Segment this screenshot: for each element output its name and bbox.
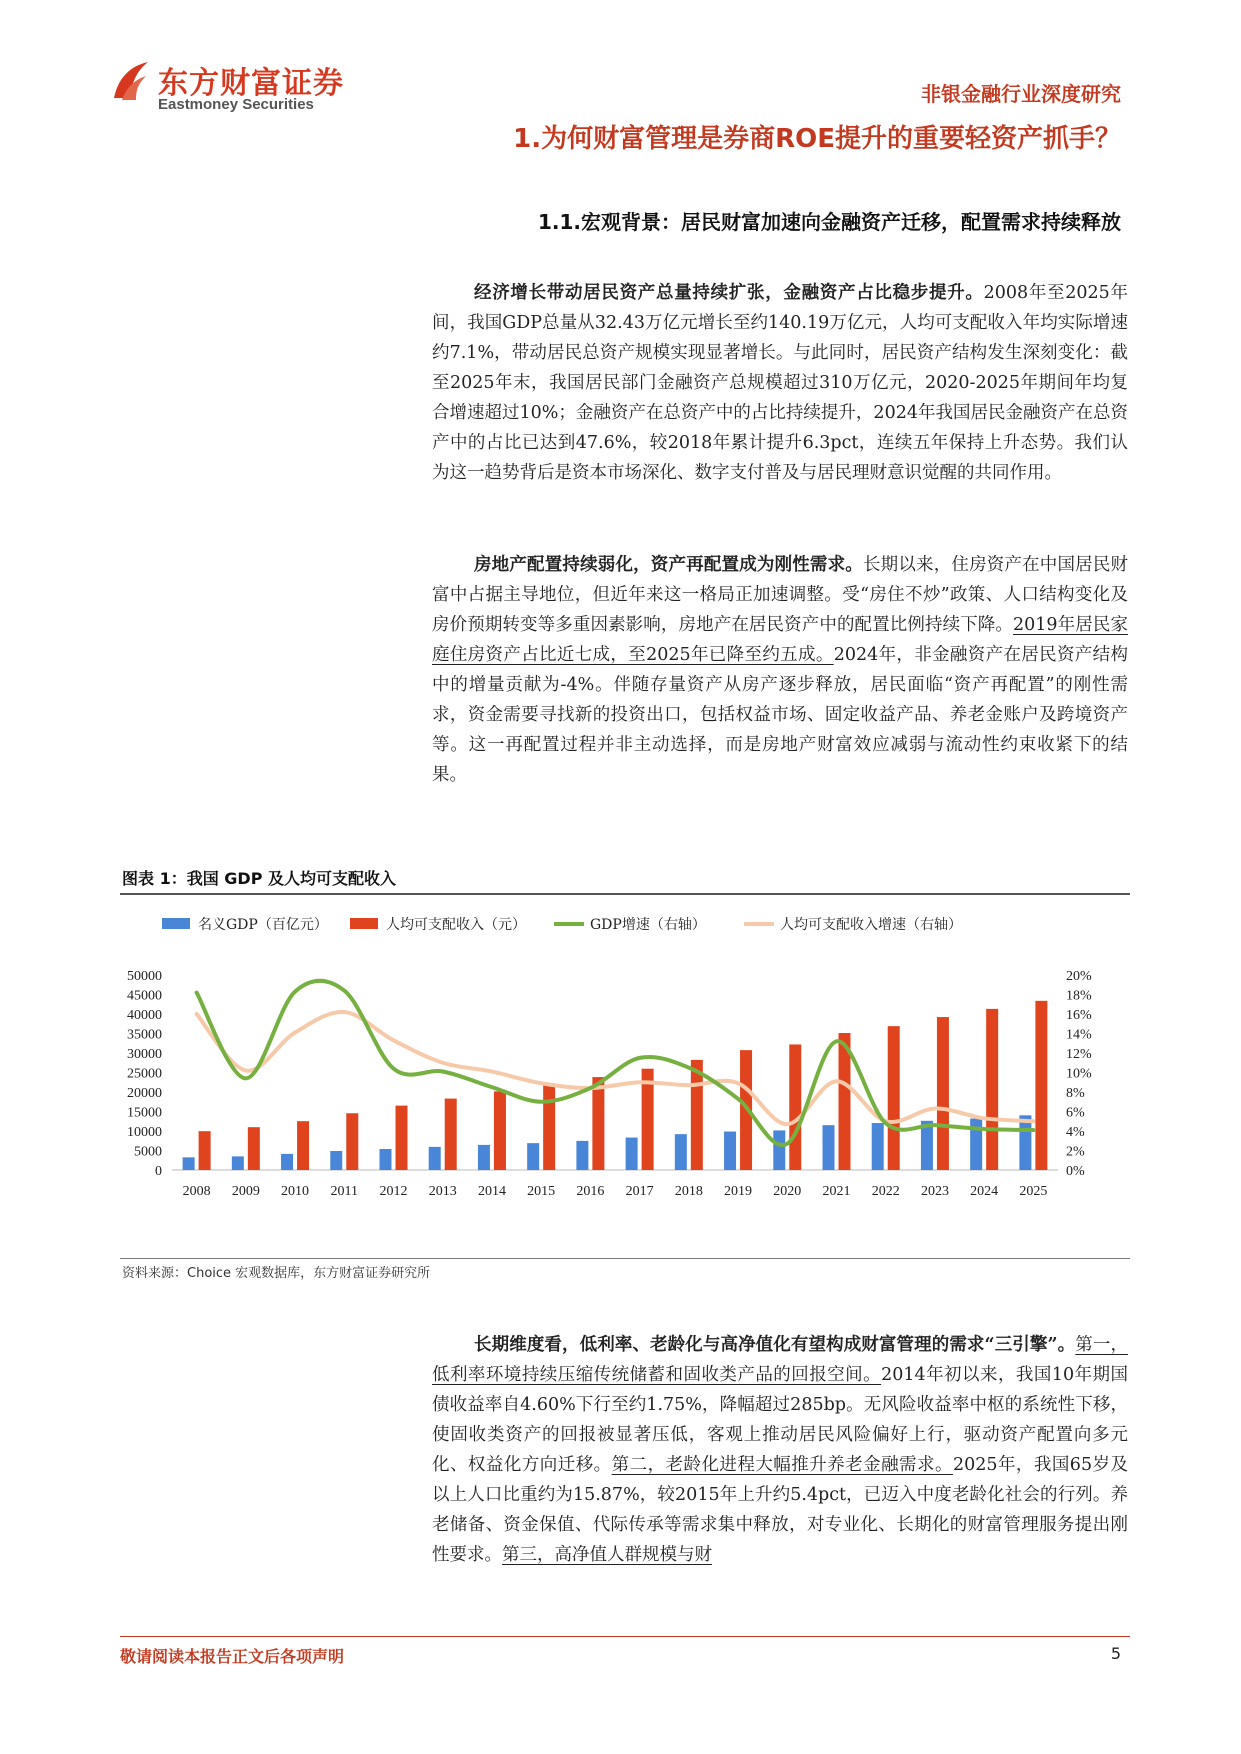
paragraph-2-body-a: 长期以来，住房资产在中国居民财富中占据主导地位，但近年来这一格局正加速调整。受“房住不炒”政策、人口结构变化及房价预期转变等多重因素影响，房地产在居民资产中的配置比例持续下降。 [432,555,1129,635]
paragraph-1-lead: 经济增长带动居民资产总量持续扩张，金融资产占比稳步提升。 [474,283,984,303]
x-axis-tick-label: 2015 [527,1184,556,1199]
gdp-bar [527,1143,539,1170]
gdp-bar [724,1132,736,1170]
gdp-bar [773,1130,785,1170]
income-bar [248,1127,260,1170]
legend-swatch [162,918,190,929]
left-axis-tick-label: 25000 [127,1066,162,1082]
income-bar [937,1017,949,1170]
left-axis-tick-label: 45000 [127,988,162,1004]
gdp-bar [232,1156,244,1170]
right-axis-tick-label: 12% [1066,1047,1092,1062]
income-bar [396,1106,408,1170]
paragraph-3-lead: 长期维度看，低利率、老龄化与高净值化有望构成财富管理的需求“三引擎”。 [474,1335,1076,1355]
right-axis-tick-label: 14% [1066,1027,1092,1043]
income-bar [543,1084,555,1170]
gdp-bar [626,1138,638,1170]
x-axis-tick-label: 2024 [970,1184,999,1199]
x-axis-tick-label: 2010 [281,1184,310,1199]
gdp-bar [872,1123,884,1170]
paragraph-2-highlight: 2019年居民家庭住房资产占比近七成，至2025年已降至约五成。 [432,615,1128,665]
figure-top-rule [120,893,1130,895]
left-axis-tick-label: 20000 [127,1086,162,1101]
legend-label: 人均可支配收入（元） [386,917,526,933]
left-axis-tick-label: 15000 [127,1105,162,1121]
legend-label: 人均可支配收入增速（右轴） [780,917,962,933]
left-axis-tick-label: 10000 [127,1125,162,1140]
paragraph-3-body-b: 2025年，我国65岁及以上人口比重约为15.87%，较2015年上升约5.4pct，已迈入中度老龄化社会的行列。养老储备、资金保值、代际传承等需求集中释放，对专业化、长期化的财富管理服务提出刚性要求。 [432,1455,1129,1565]
report-type: 非银金融行业深度研究 [921,82,1121,106]
income-bar [592,1077,604,1170]
gdp-bar [429,1147,441,1170]
income-bar [888,1026,900,1170]
legend-label: GDP增速（右轴） [590,917,706,933]
logo-icon [108,58,154,104]
gdp-bar [576,1141,588,1170]
right-axis-tick-label: 8% [1066,1086,1085,1101]
gdp-bar [675,1134,687,1170]
income-bar [1035,1001,1047,1170]
x-axis-tick-label: 2019 [724,1184,753,1199]
gdp-bar [1019,1115,1031,1170]
gdp-bar [330,1151,342,1170]
left-axis-tick-label: 50000 [127,969,162,984]
gdp-growth-line [197,981,1034,1145]
subsection-title: 1.1.宏观背景：居民财富加速向金融资产迁移，配置需求持续释放 [537,210,1121,234]
right-axis-tick-label: 2% [1066,1144,1085,1160]
x-axis-tick-label: 2021 [822,1184,851,1199]
x-axis-tick-label: 2016 [576,1184,605,1199]
right-axis-tick-label: 18% [1066,988,1092,1004]
paragraph-3 [432,1330,1128,1570]
x-axis-tick-label: 2018 [674,1184,703,1199]
paragraph-1-body: 2008年至2025年间，我国GDP总量从32.43万亿元增长至约140.19万亿元，人均可支配收入年均实际增速约7.1%，带动居民总资产规模实现显著增长。与此同时，居民资产结构发生深刻变化：截至2025年末，我国居民部门金融资产总规模超过310万亿元，2020-2025年期间年均复合增速超过10%；金融资产在总资产中的占比持续提升，2024年我国居民金融资产在总资产中的占比已达到47.6%，较2018年累计提升6.3pct，连续五年保持上升态势。我们认为这一趋势背后是资本市场深化、数字支付普及与居民理财意识觉醒的共同作用。 [432,283,1128,483]
section-title: 1.为何财富管理是券商ROE提升的重要轻资产抓手？ [513,124,1121,154]
x-axis-tick-label: 2012 [379,1184,408,1199]
brand-name: 东方财富证券 [158,66,344,101]
paragraph-2 [432,550,1128,790]
income-bar [346,1113,358,1170]
figure-bottom-rule [120,1258,1130,1259]
x-axis-tick-label: 2014 [477,1184,506,1199]
income-bar [691,1060,703,1170]
gdp-bar [183,1157,195,1170]
paragraph-3-body-a: 2014年初以来，我国10年期国债收益率自4.60%下行至约1.75%，降幅超过285bp。无风险收益率中枢的系统性下移，使固收类资产的回报被显著压低，客观上推动居民风险偏好上行，驱动资产配置向多元化、权益化方向迁移。 [432,1365,1128,1475]
x-axis-tick-label: 2008 [182,1184,211,1199]
income-bar [789,1044,801,1170]
x-axis-tick-label: 2023 [920,1184,949,1199]
paragraph-1 [432,278,1128,488]
x-axis-tick-label: 2011 [330,1184,359,1199]
paragraph-3-highlight-1: 第一，低利率环境持续压缩传统储蓄和固收类产品的回报空间。 [432,1335,1128,1385]
brand-name-en: Eastmoney Securities [158,96,314,113]
paragraph-3-highlight-2: 第二，老龄化进程大幅推升养老金融需求。 [611,1455,953,1475]
figure-source: 资料来源：Choice 宏观数据库，东方财富证券研究所 [122,1266,431,1281]
right-axis-tick-label: 16% [1066,1008,1092,1023]
right-axis-tick-label: 10% [1066,1066,1092,1082]
income-bar [986,1009,998,1170]
income-bar [297,1121,309,1170]
x-axis-tick-label: 2025 [1019,1184,1048,1199]
paragraph-2-body-b: 2024年，非金融资产在居民资产结构中的增量贡献为-4%。伴随存量资产从房产逐步释放，居民面临“资产再配置”的刚性需求，资金需要寻找新的投资出口，包括权益市场、固定收益产品、养老金账户及跨境资产等。这一再配置过程并非主动选择，而是房地产财富效应减弱与流动性约束收紧下的结果。 [432,645,1128,785]
page-number: 5 [1110,1644,1121,1663]
left-axis-tick-label: 40000 [127,1008,162,1023]
left-axis-tick-label: 35000 [127,1027,162,1043]
figure-title: 图表 1：我国 GDP 及人均可支配收入 [122,869,396,888]
right-axis-tick-label: 6% [1066,1105,1085,1121]
left-axis-tick-label: 30000 [127,1047,162,1062]
left-axis-tick-label: 0 [155,1164,162,1179]
income-bar [494,1091,506,1170]
x-axis-tick-label: 2020 [773,1184,802,1199]
left-axis-tick-label: 5000 [134,1144,162,1160]
right-axis-tick-label: 20% [1066,969,1092,984]
x-axis-tick-label: 2017 [625,1184,654,1199]
legend-label: 名义GDP（百亿元） [198,917,328,933]
legend-swatch [350,918,378,929]
gdp-bar [281,1154,293,1170]
x-axis-tick-label: 2013 [428,1184,457,1199]
x-axis-tick-label: 2009 [231,1184,260,1199]
footer-rule [120,1636,1130,1637]
income-bar [199,1131,211,1170]
right-axis-tick-label: 4% [1066,1125,1085,1140]
gdp-income-chart [110,905,1120,1250]
income-growth-line [197,1012,1034,1124]
gdp-bar [823,1125,835,1170]
paragraph-2-lead: 房地产配置持续弱化，资产再配置成为刚性需求。 [474,555,863,575]
income-bar [445,1099,457,1170]
gdp-bar [478,1145,490,1170]
disclaimer-note: 敬请阅读本报告正文后各项声明 [120,1647,345,1666]
paragraph-3-highlight-3: 第三，高净值人群规模与财 [502,1545,712,1565]
gdp-bar [380,1149,392,1170]
right-axis-tick-label: 0% [1066,1164,1085,1179]
x-axis-tick-label: 2022 [871,1184,900,1199]
